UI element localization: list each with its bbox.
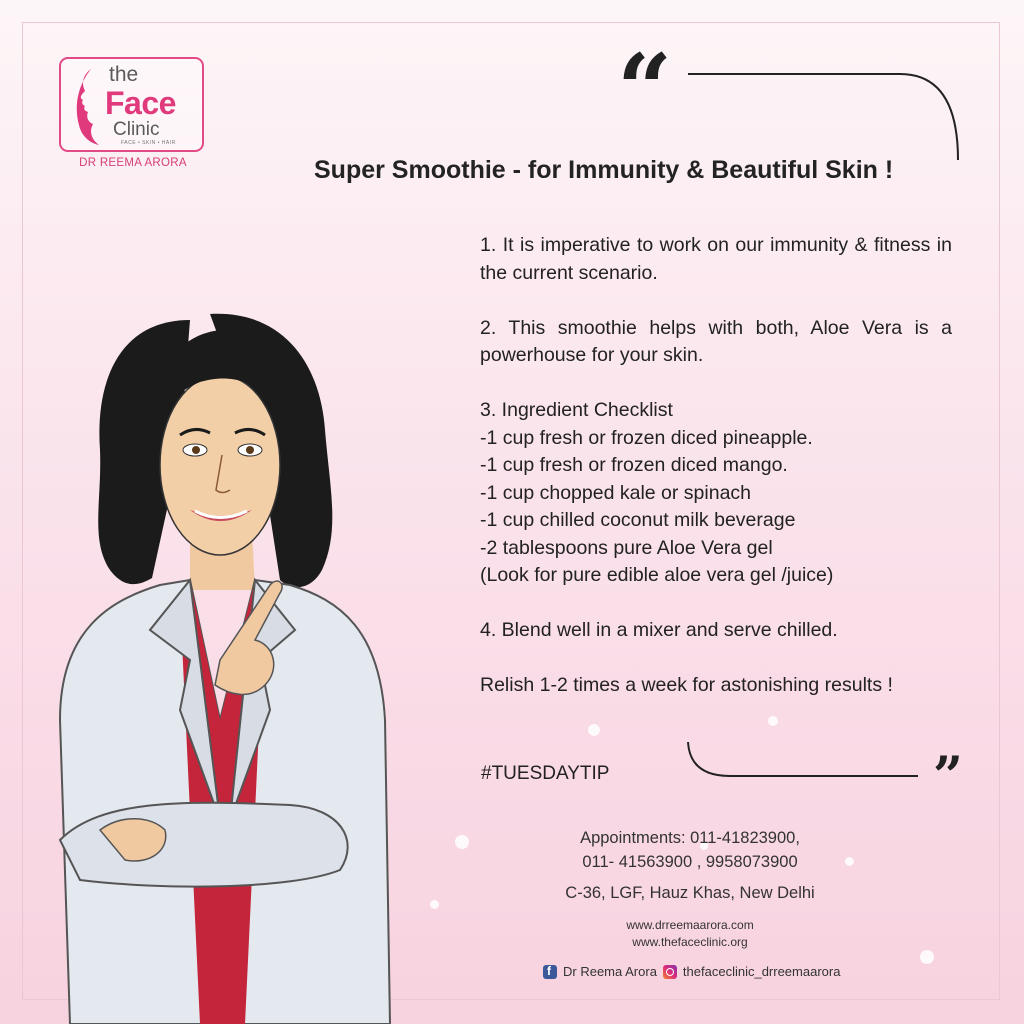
tip-1: 1. It is imperative to work on our immunity & fitness in the current scenario.: [480, 234, 952, 284]
tip-3-heading: 3. Ingredient Checklist: [480, 399, 673, 421]
ingredient-item: -2 tablespoons pure Aloe Vera gel: [480, 536, 773, 559]
logo-services: FACE • SKIN • HAIR: [121, 140, 176, 146]
social-links: [543, 964, 840, 979]
ingredient-item: -1 cup fresh or frozen diced pineapple.: [480, 426, 813, 449]
logo-face: Face: [105, 85, 176, 121]
quote-close-icon: ”: [933, 746, 963, 807]
facebook-icon: [543, 965, 557, 979]
ingredient-note: (Look for pure edible aloe vera gel /juice): [480, 564, 834, 586]
logo-clinic: Clinic: [113, 119, 160, 140]
instagram-handle[interactable]: thefaceclinic_drreemaarora: [682, 964, 841, 979]
logo-doctor-name: DR REEMA ARORA: [79, 157, 187, 169]
website-link[interactable]: www.thefaceclinic.org: [632, 935, 748, 949]
hashtag: #TUESDAYTIP: [481, 763, 610, 784]
tip-4: 4. Blend well in a mixer and serve chilled.: [480, 619, 838, 641]
facebook-handle[interactable]: Dr Reema Arora: [563, 964, 657, 979]
quote-open-icon: “: [617, 33, 673, 146]
appointments: [500, 826, 880, 874]
logo-the: the: [109, 63, 139, 86]
tips-list: [480, 232, 952, 700]
closing-line: Relish 1-2 times a week for astonishing results !: [480, 674, 893, 696]
appointments-line-2: 011- 41563900 , 9958073900: [582, 853, 798, 871]
ingredient-item: -1 cup chopped kale or spinach: [480, 481, 752, 504]
ingredient-item: -1 cup fresh or frozen diced mango.: [480, 454, 788, 476]
websites: [500, 917, 880, 951]
appointments-line-1: Appointments: 011-41823900,: [580, 829, 800, 847]
instagram-icon: [663, 965, 677, 979]
ingredient-item: -1 cup chilled coconut milk beverage: [480, 509, 796, 531]
post-title: Super Smoothie - for Immunity & Beautiful Skin !: [314, 156, 894, 184]
tip-2: 2. This smoothie helps with both, Aloe Vera is a powerhouse for your skin.: [480, 316, 952, 366]
website-link[interactable]: www.drreemaarora.com: [626, 918, 754, 932]
address: C-36, LGF, Hauz Khas, New Delhi: [565, 884, 815, 902]
doctor-illustration: [40, 300, 440, 1024]
